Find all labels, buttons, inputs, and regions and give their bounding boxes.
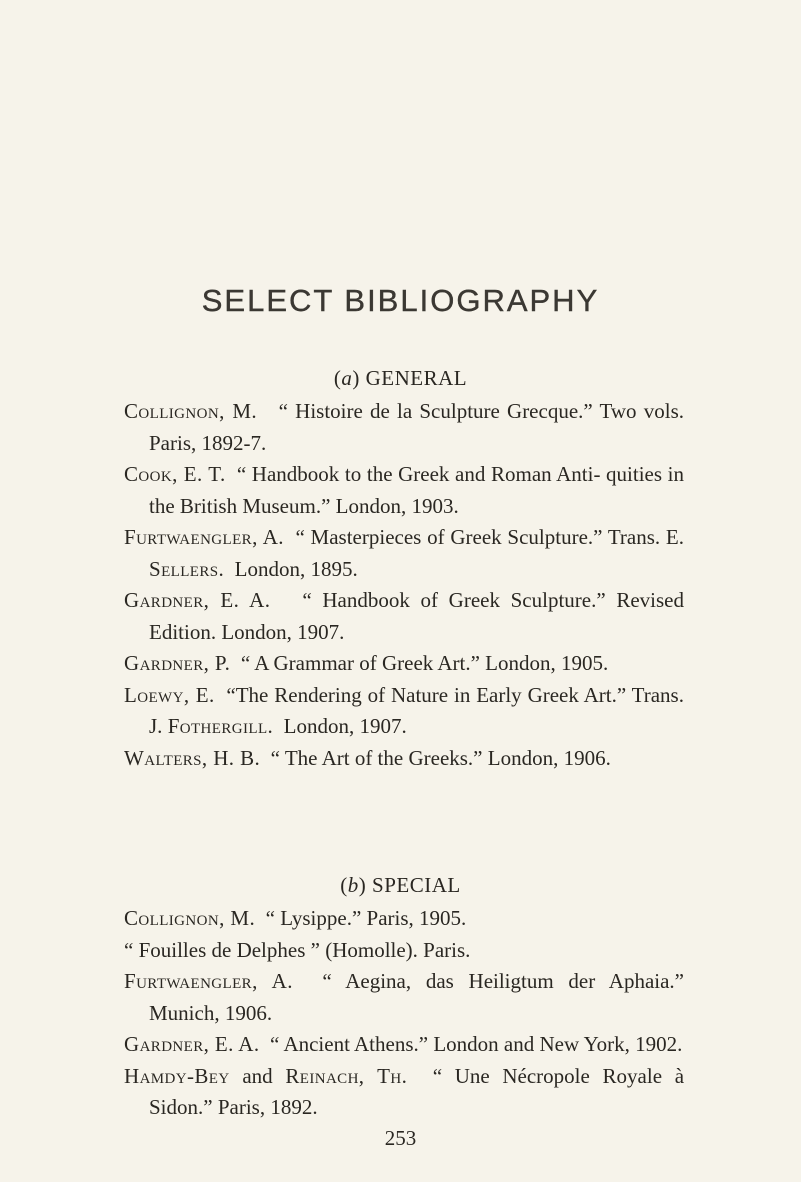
page-title: SELECT BIBLIOGRAPHY (201, 283, 600, 318)
entry-author: Loewy, E. (124, 682, 215, 707)
bibliography-entry (124, 935, 684, 967)
bibliography-entry (124, 522, 684, 585)
section-heading-special (0, 873, 801, 898)
entry-imprint: London, 1895. (234, 556, 358, 581)
entry-author: Collignon, M. (124, 399, 258, 423)
section-heading-text: SPECIAL (372, 873, 461, 897)
bibliography-entry (124, 680, 684, 743)
bibliography-entry (124, 459, 684, 522)
special-bibliography-list (124, 903, 684, 1124)
general-bibliography-list (124, 396, 684, 774)
entry-author: Hamdy-Bey (124, 1063, 230, 1088)
page-number: 253 (384, 1126, 417, 1150)
entry-text: “ Handbook of Greek Sculpture.” Revised Edition. London, 1907. (149, 588, 684, 644)
entry-text: “ Lysippe.” Paris, 1905. (265, 906, 467, 930)
entry-text: “ Masterpieces of Greek Sculpture.” Trans. E. (295, 525, 685, 549)
entry-author: Gardner, E. A. (124, 588, 271, 612)
entry-text: “ Handbook to the Greek and Roman Anti- quities in the British Museum.” London, 1903. (149, 462, 684, 518)
entry-text: “ The Art of the Greeks.” London, 1906. (270, 745, 611, 770)
section-close-paren: ) (358, 873, 367, 897)
section-letter: a (341, 366, 353, 390)
bibliography-entry (124, 743, 684, 775)
entry-author: Furtwaengler, A. (124, 525, 284, 549)
entry-author: Cook, E. T. (124, 462, 226, 486)
entry-imprint: London, 1907. (283, 714, 407, 738)
bibliography-entry (124, 396, 684, 459)
entry-conjunction: and (242, 1063, 273, 1088)
section-open-paren: ( (340, 873, 348, 897)
entry-translator: Sellers. (149, 556, 225, 581)
bibliography-entry (124, 1061, 684, 1124)
section-heading-general (0, 366, 801, 391)
entry-text: “The Rendering of Nature in Early Greek Art.” Trans. J. (149, 682, 684, 738)
entry-text: “ Fouilles de Delphes ” (Homolle). Paris. (124, 937, 471, 962)
entry-author: Gardner, P. (124, 651, 231, 675)
bibliography-entry (124, 966, 684, 1029)
entry-text: “ Histoire de la Sculpture Grecque.” Two vols. Paris, 1892-7. (149, 399, 685, 455)
bibliography-entry (124, 585, 684, 648)
section-heading-text: GENERAL (365, 366, 468, 390)
entry-text: “ A Grammar of Greek Art.” London, 1905. (240, 651, 609, 675)
bibliography-entry (124, 648, 684, 680)
section-open-paren: ( (333, 366, 342, 390)
section-letter: b (347, 873, 359, 897)
entry-author: Furtwaengler, A. (124, 969, 293, 993)
entry-text: “ Une Nécropole Royale à Sidon.” Paris, 1892. (149, 1063, 685, 1119)
entry-author: Collignon, M. (124, 906, 256, 930)
entry-author: Walters, H. B. (124, 745, 261, 770)
bibliography-entry (124, 1029, 684, 1061)
entry-text: “ Aegina, das Heiligtum der Aphaia.” Munich, 1906. (149, 969, 684, 1025)
entry-coauthor: Reinach, Th. (285, 1063, 408, 1088)
entry-author: Gardner, E. A. (124, 1032, 260, 1056)
section-close-paren: ) (352, 366, 360, 390)
entry-translator: Fothergill. (167, 714, 274, 738)
bibliography-entry (124, 903, 684, 935)
entry-text: “ Ancient Athens.” London and New York, 1902. (270, 1032, 683, 1056)
